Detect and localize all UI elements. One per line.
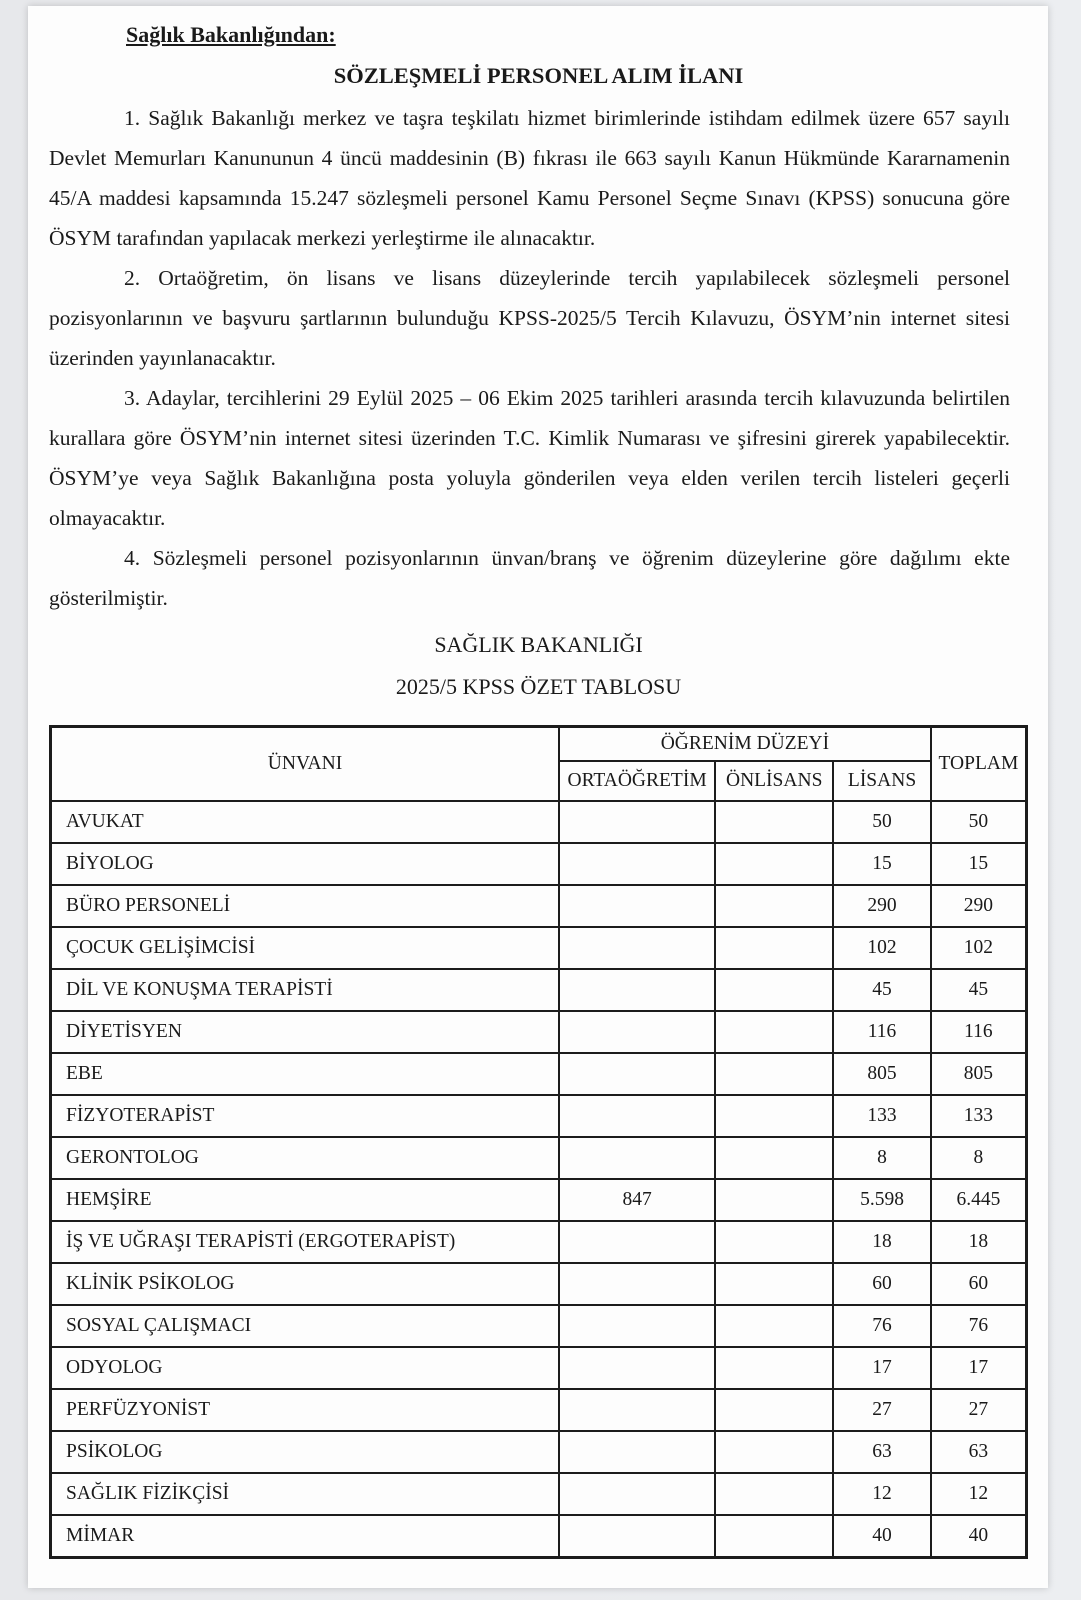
cell-toplam: 63 — [931, 1431, 1027, 1473]
cell-toplam: 17 — [931, 1347, 1027, 1389]
header-unvani: ÜNVANI — [51, 727, 560, 802]
cell-ortaogretim — [559, 801, 715, 843]
cell-lisans: 12 — [833, 1473, 931, 1515]
cell-unvan: KLİNİK PSİKOLOG — [51, 1263, 560, 1305]
cell-ortaogretim — [559, 1095, 715, 1137]
cell-unvan: EBE — [51, 1053, 560, 1095]
cell-lisans: 18 — [833, 1221, 931, 1263]
cell-lisans: 63 — [833, 1431, 931, 1473]
table-row — [51, 1473, 1027, 1515]
cell-lisans: 76 — [833, 1305, 931, 1347]
cell-lisans: 5.598 — [833, 1179, 931, 1221]
cell-toplam: 12 — [931, 1473, 1027, 1515]
cell-ortaogretim — [559, 1137, 715, 1179]
kpss-summary-table — [49, 725, 1028, 1559]
cell-lisans: 15 — [833, 843, 931, 885]
table-row — [51, 1179, 1027, 1221]
cell-toplam: 18 — [931, 1221, 1027, 1263]
cell-lisans: 27 — [833, 1389, 931, 1431]
cell-lisans: 40 — [833, 1515, 931, 1558]
table-row — [51, 843, 1027, 885]
paragraph-4: 4. Sözleşmeli personel pozisyonlarının ünvan/branş ve öğrenim düzeylerine göre dağılımı ekte gösterilmiştir. — [49, 546, 1010, 610]
cell-lisans: 805 — [833, 1053, 931, 1095]
cell-unvan: SAĞLIK FİZİKÇİSİ — [51, 1473, 560, 1515]
cell-unvan: ÇOCUK GELİŞİMCİSİ — [51, 927, 560, 969]
table-title-line2: 2025/5 KPSS ÖZET TABLOSU — [395, 674, 682, 699]
cell-onlisans — [715, 1221, 833, 1263]
cell-ortaogretim — [559, 969, 715, 1011]
header-onlisans: ÖNLİSANS — [715, 761, 833, 801]
cell-ortaogretim — [559, 1053, 715, 1095]
cell-unvan: İŞ VE UĞRAŞI TERAPİSTİ (ERGOTERAPİST) — [51, 1221, 560, 1263]
cell-onlisans — [715, 1305, 833, 1347]
cell-lisans: 60 — [833, 1263, 931, 1305]
table-row — [51, 969, 1027, 1011]
table-row — [51, 1347, 1027, 1389]
cell-onlisans — [715, 1095, 833, 1137]
cell-onlisans — [715, 1389, 833, 1431]
cell-toplam: 116 — [931, 1011, 1027, 1053]
cell-toplam: 45 — [931, 969, 1027, 1011]
cell-onlisans — [715, 969, 833, 1011]
table-row — [51, 1305, 1027, 1347]
cell-onlisans — [715, 1263, 833, 1305]
cell-unvan: BÜRO PERSONELİ — [51, 885, 560, 927]
cell-onlisans — [715, 801, 833, 843]
cell-ortaogretim — [559, 885, 715, 927]
cell-lisans: 50 — [833, 801, 931, 843]
header-ortaogretim: ORTAÖĞRETİM — [559, 761, 715, 801]
cell-unvan: FİZYOTERAPİST — [51, 1095, 560, 1137]
cell-ortaogretim: 847 — [559, 1179, 715, 1221]
cell-onlisans — [715, 1179, 833, 1221]
cell-onlisans — [715, 1473, 833, 1515]
cell-ortaogretim — [559, 1221, 715, 1263]
ministry-heading: Sağlık Bakanlığından: — [126, 22, 336, 47]
table-row — [51, 885, 1027, 927]
cell-toplam: 102 — [931, 927, 1027, 969]
cell-onlisans — [715, 1011, 833, 1053]
announcement-title: SÖZLEŞMELİ PERSONEL ALIM İLANI — [333, 63, 744, 88]
cell-toplam: 15 — [931, 843, 1027, 885]
table-row — [51, 1011, 1027, 1053]
table-row — [51, 1221, 1027, 1263]
cell-lisans: 133 — [833, 1095, 931, 1137]
header-toplam: TOPLAM — [931, 727, 1027, 802]
table-title-line1: SAĞLIK BAKANLIĞI — [434, 632, 643, 657]
table-row — [51, 1263, 1027, 1305]
cell-unvan: MİMAR — [51, 1515, 560, 1558]
cell-ortaogretim — [559, 843, 715, 885]
cell-toplam: 805 — [931, 1053, 1027, 1095]
paragraph-2: 2. Ortaöğretim, ön lisans ve lisans düzeylerinde tercih yapılabilecek sözleşmeli personel pozisyonlarının ve başvuru şartlarının bulunduğu KPSS-2025/5 Tercih Kılavuzu, ÖSYM’nin internet sitesi üzerinden yayınlanacaktır. — [49, 266, 1010, 370]
cell-lisans: 8 — [833, 1137, 931, 1179]
cell-onlisans — [715, 885, 833, 927]
cell-toplam: 27 — [931, 1389, 1027, 1431]
cell-unvan: GERONTOLOG — [51, 1137, 560, 1179]
cell-toplam: 40 — [931, 1515, 1027, 1558]
paragraph-3: 3. Adaylar, tercihlerini 29 Eylül 2025 – 06 Ekim 2025 tarihleri arasında tercih kılavuzunda belirtilen kurallara göre ÖSYM’nin internet sitesi üzerinden T.C. Kimlik Numarası ve şifresini girerek yapabilecektir. ÖSYM’ye veya Sağlık Bakanlığına posta yoluyla gönderilen veya elden verilen tercih listeleri geçerli olmayacaktır. — [49, 386, 1010, 530]
cell-toplam: 8 — [931, 1137, 1027, 1179]
header-lisans: LİSANS — [833, 761, 931, 801]
cell-ortaogretim — [559, 927, 715, 969]
cell-unvan: DİYETİSYEN — [51, 1011, 560, 1053]
cell-lisans: 102 — [833, 927, 931, 969]
cell-lisans: 45 — [833, 969, 931, 1011]
cell-ortaogretim — [559, 1515, 715, 1558]
cell-unvan: DİL VE KONUŞMA TERAPİSTİ — [51, 969, 560, 1011]
document-page — [28, 6, 1048, 1588]
cell-unvan: AVUKAT — [51, 801, 560, 843]
cell-onlisans — [715, 1431, 833, 1473]
cell-ortaogretim — [559, 1011, 715, 1053]
cell-toplam: 50 — [931, 801, 1027, 843]
cell-onlisans — [715, 843, 833, 885]
cell-lisans: 116 — [833, 1011, 931, 1053]
cell-toplam: 6.445 — [931, 1179, 1027, 1221]
cell-lisans: 17 — [833, 1347, 931, 1389]
cell-onlisans — [715, 927, 833, 969]
cell-unvan: ODYOLOG — [51, 1347, 560, 1389]
cell-toplam: 290 — [931, 885, 1027, 927]
cell-unvan: PERFÜZYONİST — [51, 1389, 560, 1431]
table-row — [51, 1053, 1027, 1095]
table-row — [51, 1137, 1027, 1179]
cell-onlisans — [715, 1347, 833, 1389]
cell-toplam: 133 — [931, 1095, 1027, 1137]
table-row — [51, 1095, 1027, 1137]
cell-onlisans — [715, 1515, 833, 1558]
cell-onlisans — [715, 1137, 833, 1179]
cell-toplam: 76 — [931, 1305, 1027, 1347]
cell-ortaogretim — [559, 1431, 715, 1473]
header-ogrenim-duzeyi: ÖĞRENİM DÜZEYİ — [559, 727, 931, 762]
cell-ortaogretim — [559, 1473, 715, 1515]
cell-unvan: PSİKOLOG — [51, 1431, 560, 1473]
table-row — [51, 801, 1027, 843]
cell-unvan: SOSYAL ÇALIŞMACI — [51, 1305, 560, 1347]
paragraph-1: 1. Sağlık Bakanlığı merkez ve taşra teşkilatı hizmet birimlerinde istihdam edilmek üzere 657 sayılı Devlet Memurları Kanununun 4 üncü maddesinin (B) fıkrası ile 663 sayılı Kanun Hükmünde Kararnamenin 45/A maddesi kapsamında 15.247 sözleşmeli personel Kamu Personel Seçme Sınavı (KPSS) sonucuna göre ÖSYM tarafından yapılacak merkezi yerleştirme ile alınacaktır. — [49, 106, 1010, 250]
cell-ortaogretim — [559, 1263, 715, 1305]
table-row — [51, 1389, 1027, 1431]
table-row — [51, 1431, 1027, 1473]
cell-ortaogretim — [559, 1347, 715, 1389]
table-row — [51, 1515, 1027, 1558]
cell-unvan: HEMŞİRE — [51, 1179, 560, 1221]
cell-lisans: 290 — [833, 885, 931, 927]
cell-ortaogretim — [559, 1389, 715, 1431]
cell-onlisans — [715, 1053, 833, 1095]
cell-unvan: BİYOLOG — [51, 843, 560, 885]
table-row — [51, 927, 1027, 969]
cell-toplam: 60 — [931, 1263, 1027, 1305]
cell-ortaogretim — [559, 1305, 715, 1347]
